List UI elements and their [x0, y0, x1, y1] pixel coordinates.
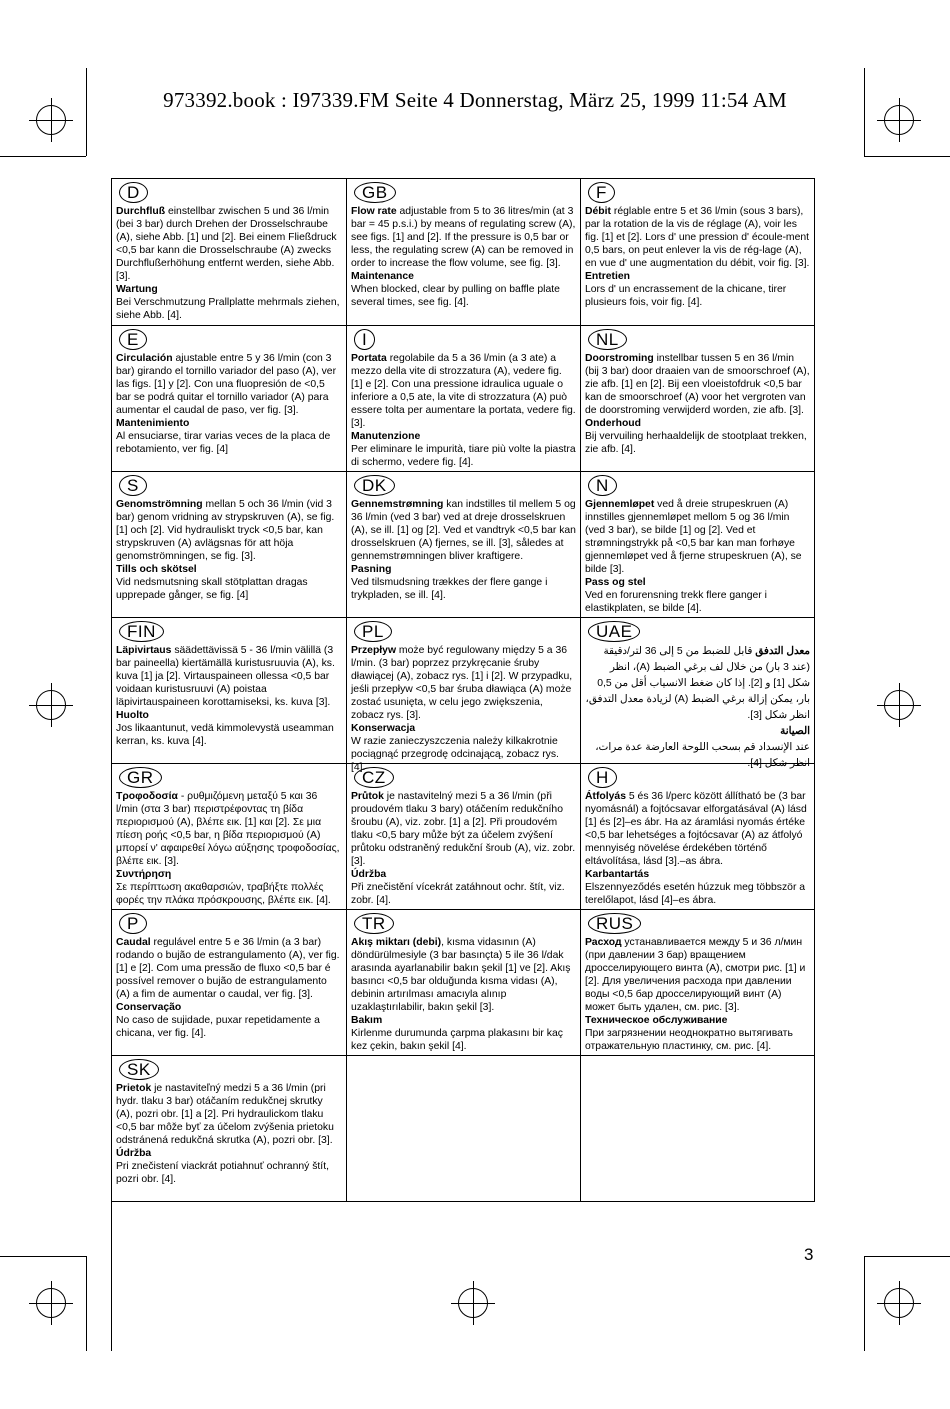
maintenance-text: Kirlenme durumunda çarpma plakasını bir kaç kez çekin, bakın şekil [4]. — [351, 1028, 563, 1052]
maintenance-text: При загрязнении неоднократно вытягивать отражательную пластинку, см. рис. [4]. — [585, 1028, 793, 1052]
flow-rate-text: regulável entre 5 e 36 l/min (a 3 bar) rodando o bujão de estrangulamento (A), ver fig. [1] e [2]. Com uma pressão de fluxo <0,5 bar é possível remover o bujão de estrangulamento (A) a fim de aumentar o caudal, ver fig. [3]. — [116, 937, 340, 1000]
crop-mark-bottom-right-h — [864, 1256, 950, 1257]
maintenance-text: When blocked, clear by pulling on baffle plate several times, see fig. [4]. — [351, 284, 560, 308]
cell-dk — [347, 472, 581, 618]
language-badge: DK — [354, 475, 395, 496]
page-number: 3 — [804, 1245, 814, 1264]
cell-s — [112, 472, 347, 618]
flow-rate-heading: Przepływ — [351, 645, 397, 656]
maintenance-heading: Pass og stel — [585, 577, 646, 588]
maintenance-text: Jos likaantunut, vedä kimmolevystä useamman kerran, ks. kuva [4]. — [116, 723, 334, 747]
maintenance-text: Per eliminare le impurità, tiare più volte la piastra di schermo, vedere fig. [4]. — [351, 444, 576, 468]
maintenance-heading: Údržba — [116, 1148, 152, 1159]
maintenance-heading: Pasning — [351, 564, 392, 575]
cell-e — [112, 326, 347, 472]
flow-rate-heading: Átfolyás — [585, 791, 626, 802]
flow-rate-heading: Τροφοδοσία — [116, 791, 178, 802]
maintenance-text: Ved en forurensning trekk flere ganger i elastikplaten, se bilde [4]. — [585, 590, 767, 614]
language-badge: GB — [354, 182, 396, 203]
flow-rate-text: ajustable entre 5 y 36 l/min (con 3 bar) girando el tornillo variador del paso (A), ver las figs. [1] y [2]. Con una fluopresión de <0,5 bar se podrá quitar el tornillo variador (A) para aumentar el caudal de paso, ver fig. [3]. — [116, 353, 337, 416]
crop-mark-bottom-left-v — [86, 1256, 87, 1351]
crop-mark-bottom-right-v — [864, 1256, 865, 1351]
flow-rate-heading: Débit — [585, 206, 611, 217]
maintenance-heading: Tills och skötsel — [116, 564, 197, 575]
flow-rate-text: réglable entre 5 et 36 l/min (sous 3 bars), par la rotation de la vis de réglage (A), voir les fig. [1] et [2]. Lors d' une pression d' écoule-ment 0,5 bars, on peut enlever la vis de rég-lage (A), en vue d' une augmentation du débit, voir fig. [3]. — [585, 206, 810, 269]
cell-tr — [347, 910, 581, 1056]
flow-rate-text: mellan 5 och 36 l/min (vid 3 bar) genom vridning av strypskruven (A), se fig. [1] och [2]. Vid hydrauliskt tryck <0,5 bar, kan strypskruven (A) avlägsnas för att höja genomströmningen, se fig. [3]. — [116, 499, 335, 562]
cell-de — [112, 179, 347, 326]
cell-fin — [112, 618, 347, 764]
cell-f — [581, 179, 815, 326]
cell-empty-1 — [347, 1056, 581, 1202]
flow-rate-text: może być regulowany między 5 a 36 l/min. (3 bar) poprzez przykręcanie śruby dławiącej (A), zobacz rys. [1] i [2]. W przypadku, jeśli przepływ <0,5 bar śruba dławiąca (A) może zostać usunięta, w celu jego zwiększenia, zobacz rys. [3]. — [351, 645, 573, 721]
language-badge: CZ — [354, 767, 394, 788]
maintenance-heading: Manutenzione — [351, 431, 421, 442]
maintenance-text: Při znečistění vícekrát zatáhnout ochr. štít, viz. zobr. [4]. — [351, 882, 565, 906]
cell-p — [112, 910, 347, 1056]
maintenance-text: Σε περίπτωση ακαθαρσιών, τραβήξτε πολλές φορές την πλάκα πρόσκρουσης, βλέπε εικ. [4]. — [116, 882, 331, 906]
maintenance-heading: Huolto — [116, 710, 149, 721]
flow-rate-heading: Prietok — [116, 1083, 152, 1094]
flow-rate-text: instellbar tussen 5 en 36 l/min (bij 3 bar) door draaien van de smoorschroef (A), zie afb. [1] en [2]. Bij een vloeistofdruk <0,5 bar kan de smoorschroef (A) voor het vergroten van de doorstroming verwijderd worden, zie afb. [3]. — [585, 353, 810, 416]
cell-rus — [581, 910, 815, 1056]
maintenance-heading: Entretien — [585, 271, 631, 282]
flow-rate-text: einstellbar zwischen 5 und 36 l/min (bei 3 bar) durch Drehen der Drosselschraube (A), siehe Abb. [1] und [2]. Bei einem Fließdruck <0,5 bar kann die Drosselschraube (A) zwecks Durchflußerhöhung entfernt werden, siehe Abb. [3]. — [116, 206, 337, 282]
print-header: 973392.book : I97339.FM Seite 4 Donnerstag, März 25, 1999 11:54 AM — [163, 88, 787, 112]
language-badge: D — [119, 182, 148, 203]
cell-cz — [347, 764, 581, 910]
maintenance-text: Bei Verschmutzung Prallplatte mehrmals ziehen, siehe Abb. [4]. — [116, 297, 340, 321]
language-badge: UAE — [588, 621, 640, 642]
maintenance-text: Lors d' un encrassement de la chicane, tirer plusieurs fois, voir fig. [4]. — [585, 284, 787, 308]
maintenance-heading: Mantenimiento — [116, 418, 190, 429]
flow-rate-heading: معدل التدفق — [755, 646, 810, 657]
flow-rate-heading: Gennemstrømning — [351, 499, 444, 510]
cell-i — [347, 326, 581, 472]
uae-text-block — [585, 644, 810, 772]
maintenance-heading: Onderhoud — [585, 418, 641, 429]
cell-gb — [347, 179, 581, 326]
cell-empty-2 — [581, 1056, 815, 1202]
cell-sk — [112, 1056, 347, 1202]
maintenance-heading: Wartung — [116, 284, 158, 295]
language-badge: N — [588, 475, 617, 496]
language-badge: I — [354, 329, 375, 350]
flow-rate-text: je nastaviteľný medzi 5 a 36 l/min (pri hydr. tlaku 3 bar) otáčaním redukčnej skrutky (A), pozri obr. [1] a [2]. Pri hydraulickom tlaku <0,5 bar môže byť za účelom zvýšenia prietoku odstránená redukčná skrutka (A), pozri obr. [3]. — [116, 1083, 334, 1146]
cell-pl — [347, 618, 581, 773]
registration-mark-bottom-right — [884, 1288, 914, 1318]
flow-rate-text: , kısma vidasının (A) döndürülmesiyle (3 bar basınçta) 5 ile 36 l/dak arasında ayarlanabilir bakın şekil [1] ve [2]. Akış basıncı <0,5 bar olduğunda kısma vidası (A), debinin artırılması amacıyla alınıp uzaklaştırılabilir, bakın şekil [3]. — [351, 937, 571, 1013]
language-badge: E — [119, 329, 147, 350]
flow-rate-heading: Průtok — [351, 791, 384, 802]
language-grid — [111, 178, 815, 1351]
flow-rate-heading: Portata — [351, 353, 387, 364]
flow-rate-heading: Läpivirtaus — [116, 645, 172, 656]
maintenance-heading: Bakım — [351, 1015, 383, 1026]
flow-rate-heading: Gjennemløpet — [585, 499, 655, 510]
language-badge: S — [119, 475, 147, 496]
language-badge: H — [588, 767, 617, 788]
flow-rate-text: قابل للضبط من 5 إلى 36 لتر/دقيقة (عند 3 بار) من خلال لف برغي الضبط (A)، انظر شكل [1] و [2]. إذا كان ضغط الانسياب أقل من 0,5 بار، يمكن إزالة برغي الضبط (A) لزيادة معدل التدفق، انظر شكل [3]. — [585, 646, 810, 721]
crop-mark-bottom-left-h — [0, 1256, 86, 1257]
maintenance-text: Ved tilsmudsning trækkes der flere gange i trykpladen, se ill. [4]. — [351, 577, 548, 601]
crop-mark-top-left-h — [0, 156, 86, 157]
cell-nl — [581, 326, 815, 472]
flow-rate-heading: Flow rate — [351, 206, 397, 217]
flow-rate-heading: Akış miktarı (debi) — [351, 937, 442, 948]
language-badge: NL — [588, 329, 627, 350]
maintenance-heading: Údržba — [351, 869, 387, 880]
cell-gr — [112, 764, 347, 910]
language-badge: TR — [354, 913, 394, 934]
language-badge: RUS — [588, 913, 641, 934]
maintenance-text: No caso de sujidade, puxar repetidamente a chicana, ver fig. [4]. — [116, 1015, 320, 1039]
flow-rate-text: 5 és 36 l/perc között állítható be (3 bar nyomásnál) a fojtócsavar elforgatásával (A) lásd [1] és [2]–es ábr. Ha az áramlási nyomás értéke <0,5 bar lehetséges a fojtócsavar (A) az átfolyó mennyiség növelése érdekében történő eltávolítása, lásd [3].–as ábra. — [585, 791, 807, 867]
flow-rate-text: regolabile da 5 a 36 l/min (a 3 ate) a mezzo della vite di strozzatura (A), vedere fig. [1] e [2]. Con una pressione idraulica uguale o inferiore a 0,5 ate, la vite di strozzatura (A) può essere tolta per aumentare la portata, vedere fig. [3]. — [351, 353, 576, 429]
maintenance-heading: Maintenance — [351, 271, 414, 282]
registration-mark-left — [36, 690, 66, 720]
flow-rate-heading: Durchfluß — [116, 206, 166, 217]
maintenance-heading: Συντήρηση — [116, 869, 172, 880]
language-badge: PL — [354, 621, 392, 642]
maintenance-heading: Техническое обслуживание — [585, 1015, 728, 1026]
maintenance-text: Vid nedsmutsning skall stötplattan dragas upprepade gånger, se fig. [4] — [116, 577, 308, 601]
cell-h — [581, 764, 815, 910]
maintenance-text: Bij vervuiling herhaaldelijk de stootplaat trekken, zie afb. [4]. — [585, 431, 807, 455]
maintenance-heading: الصيانة — [780, 726, 810, 737]
maintenance-heading: Conservação — [116, 1002, 182, 1013]
flow-rate-text: устанавливается между 5 и 36 л/мин (при давлении 3 бар) вращением дросселирующего винта (A), смотри рис. [1] и [2]. Для увеличения расхода при давлении воды <0,5 бар дросселирующий винт (A) может быть удален, см. рис. [3]. — [585, 937, 806, 1013]
flow-rate-heading: Caudal — [116, 937, 151, 948]
maintenance-text: Pri znečistení viackrát potiahnuť ochranný štít, pozri obr. [4]. — [116, 1161, 329, 1185]
flow-rate-heading: Расход — [585, 937, 622, 948]
flow-rate-text: je nastavitelný mezi 5 a 36 l/min (při proudovém tlaku 3 bary) otáčením redukčního šroubu (A), viz. zobr. [1] a [2]. Při proudovém tlaku <0,5 bary může být za účelem zvýšení průtoku odstraněný redukční šroub (A), viz. zobr. [3]. — [351, 791, 576, 867]
maintenance-text: W razie zanieczyszczenia należy kilkakrotnie pociągnąć przegrodę odcinającą, zobacz rys. [4]. — [351, 736, 559, 773]
flow-rate-text: adjustable from 5 to 36 litres/min (at 3 bar = 45 p.s.i.) by means of regulating screw (A), see figs. [1] and [2]. If the pressure is 0,5 bar or less, the regulating screw (A) can be removed in order to increase the flow volume, see fig. [3]. — [351, 206, 576, 269]
maintenance-text: عند الإنسداد قم بسحب اللوحة العارضة عدة مرات، انظر شكل [4]. — [595, 742, 810, 769]
cell-n — [581, 472, 815, 618]
maintenance-heading: Konserwacja — [351, 723, 416, 734]
flow-rate-heading: Circulación — [116, 353, 173, 364]
maintenance-text: Al ensuciarse, tirar varias veces de la placa de rebotamiento, ver fig. [4] — [116, 431, 331, 455]
registration-mark-right — [884, 690, 914, 720]
maintenance-heading: Karbantartás — [585, 869, 650, 880]
language-badge: SK — [119, 1059, 159, 1080]
language-badge: F — [588, 182, 615, 203]
language-badge: FIN — [119, 621, 164, 642]
language-badge: GR — [119, 767, 162, 788]
flow-rate-text: - ρυθμιζόμενη μεταξύ 5 και 36 l/min (στα 3 bar) περιστρέφοντας τη βίδα περιορισμού (A), βλέπε εικ. [1] και [2]. Σε μια πίεση ροής <0,5 bar, η βίδα περιορισμού (A) μπορεί ν' αφαιρεθεί λόγω αύξησης τροφοδοσίας, βλέπε εικ. [3]. — [116, 791, 340, 867]
flow-rate-text: ved å dreie strupeskruen (A) innstilles gjennemløpet mellom 5 og 36 l/min (ved 3 bar), se bilde [1] og [2]. Ved et strømningstrykk på <0,5 bar kan man forhøye gjennemløpet ved å fjerne strupeskruen (A), se bilde [3]. — [585, 499, 802, 575]
maintenance-text: Elszennyeződés esetén húzzuk meg többször a terelőlapot, lásd [4]–es ábra. — [585, 882, 806, 906]
language-badge: P — [119, 913, 147, 934]
flow-rate-text: kan indstilles til mellem 5 og 36 l/min (ved 3 bar) ved at dreje drosselskruen (A), se ill. [1] og [2]. Ved et vandtryk <0,5 bar kan drosselskruen (A) fjernes, se ill. [3], således at gennemstrømningen bliver kraftigere. — [351, 499, 576, 562]
flow-rate-heading: Genomströmning — [116, 499, 203, 510]
crop-mark-top-right-h — [864, 156, 950, 157]
flow-rate-text: säädettävissä 5 - 36 l/min välillä (3 bar paineella) kiertämällä kuristusruuvia (A), ks. kuva [1] ja [2]. Virtauspaineen ollessa <0,5 bar voidaan kuristusruuvi (A) poistaa läpivirtauspaineen korottamiseksi, ks. kuva [3]. — [116, 645, 335, 708]
flow-rate-heading: Doorstroming — [585, 353, 654, 364]
registration-mark-bottom-left — [36, 1288, 66, 1318]
cell-uae — [581, 618, 815, 769]
